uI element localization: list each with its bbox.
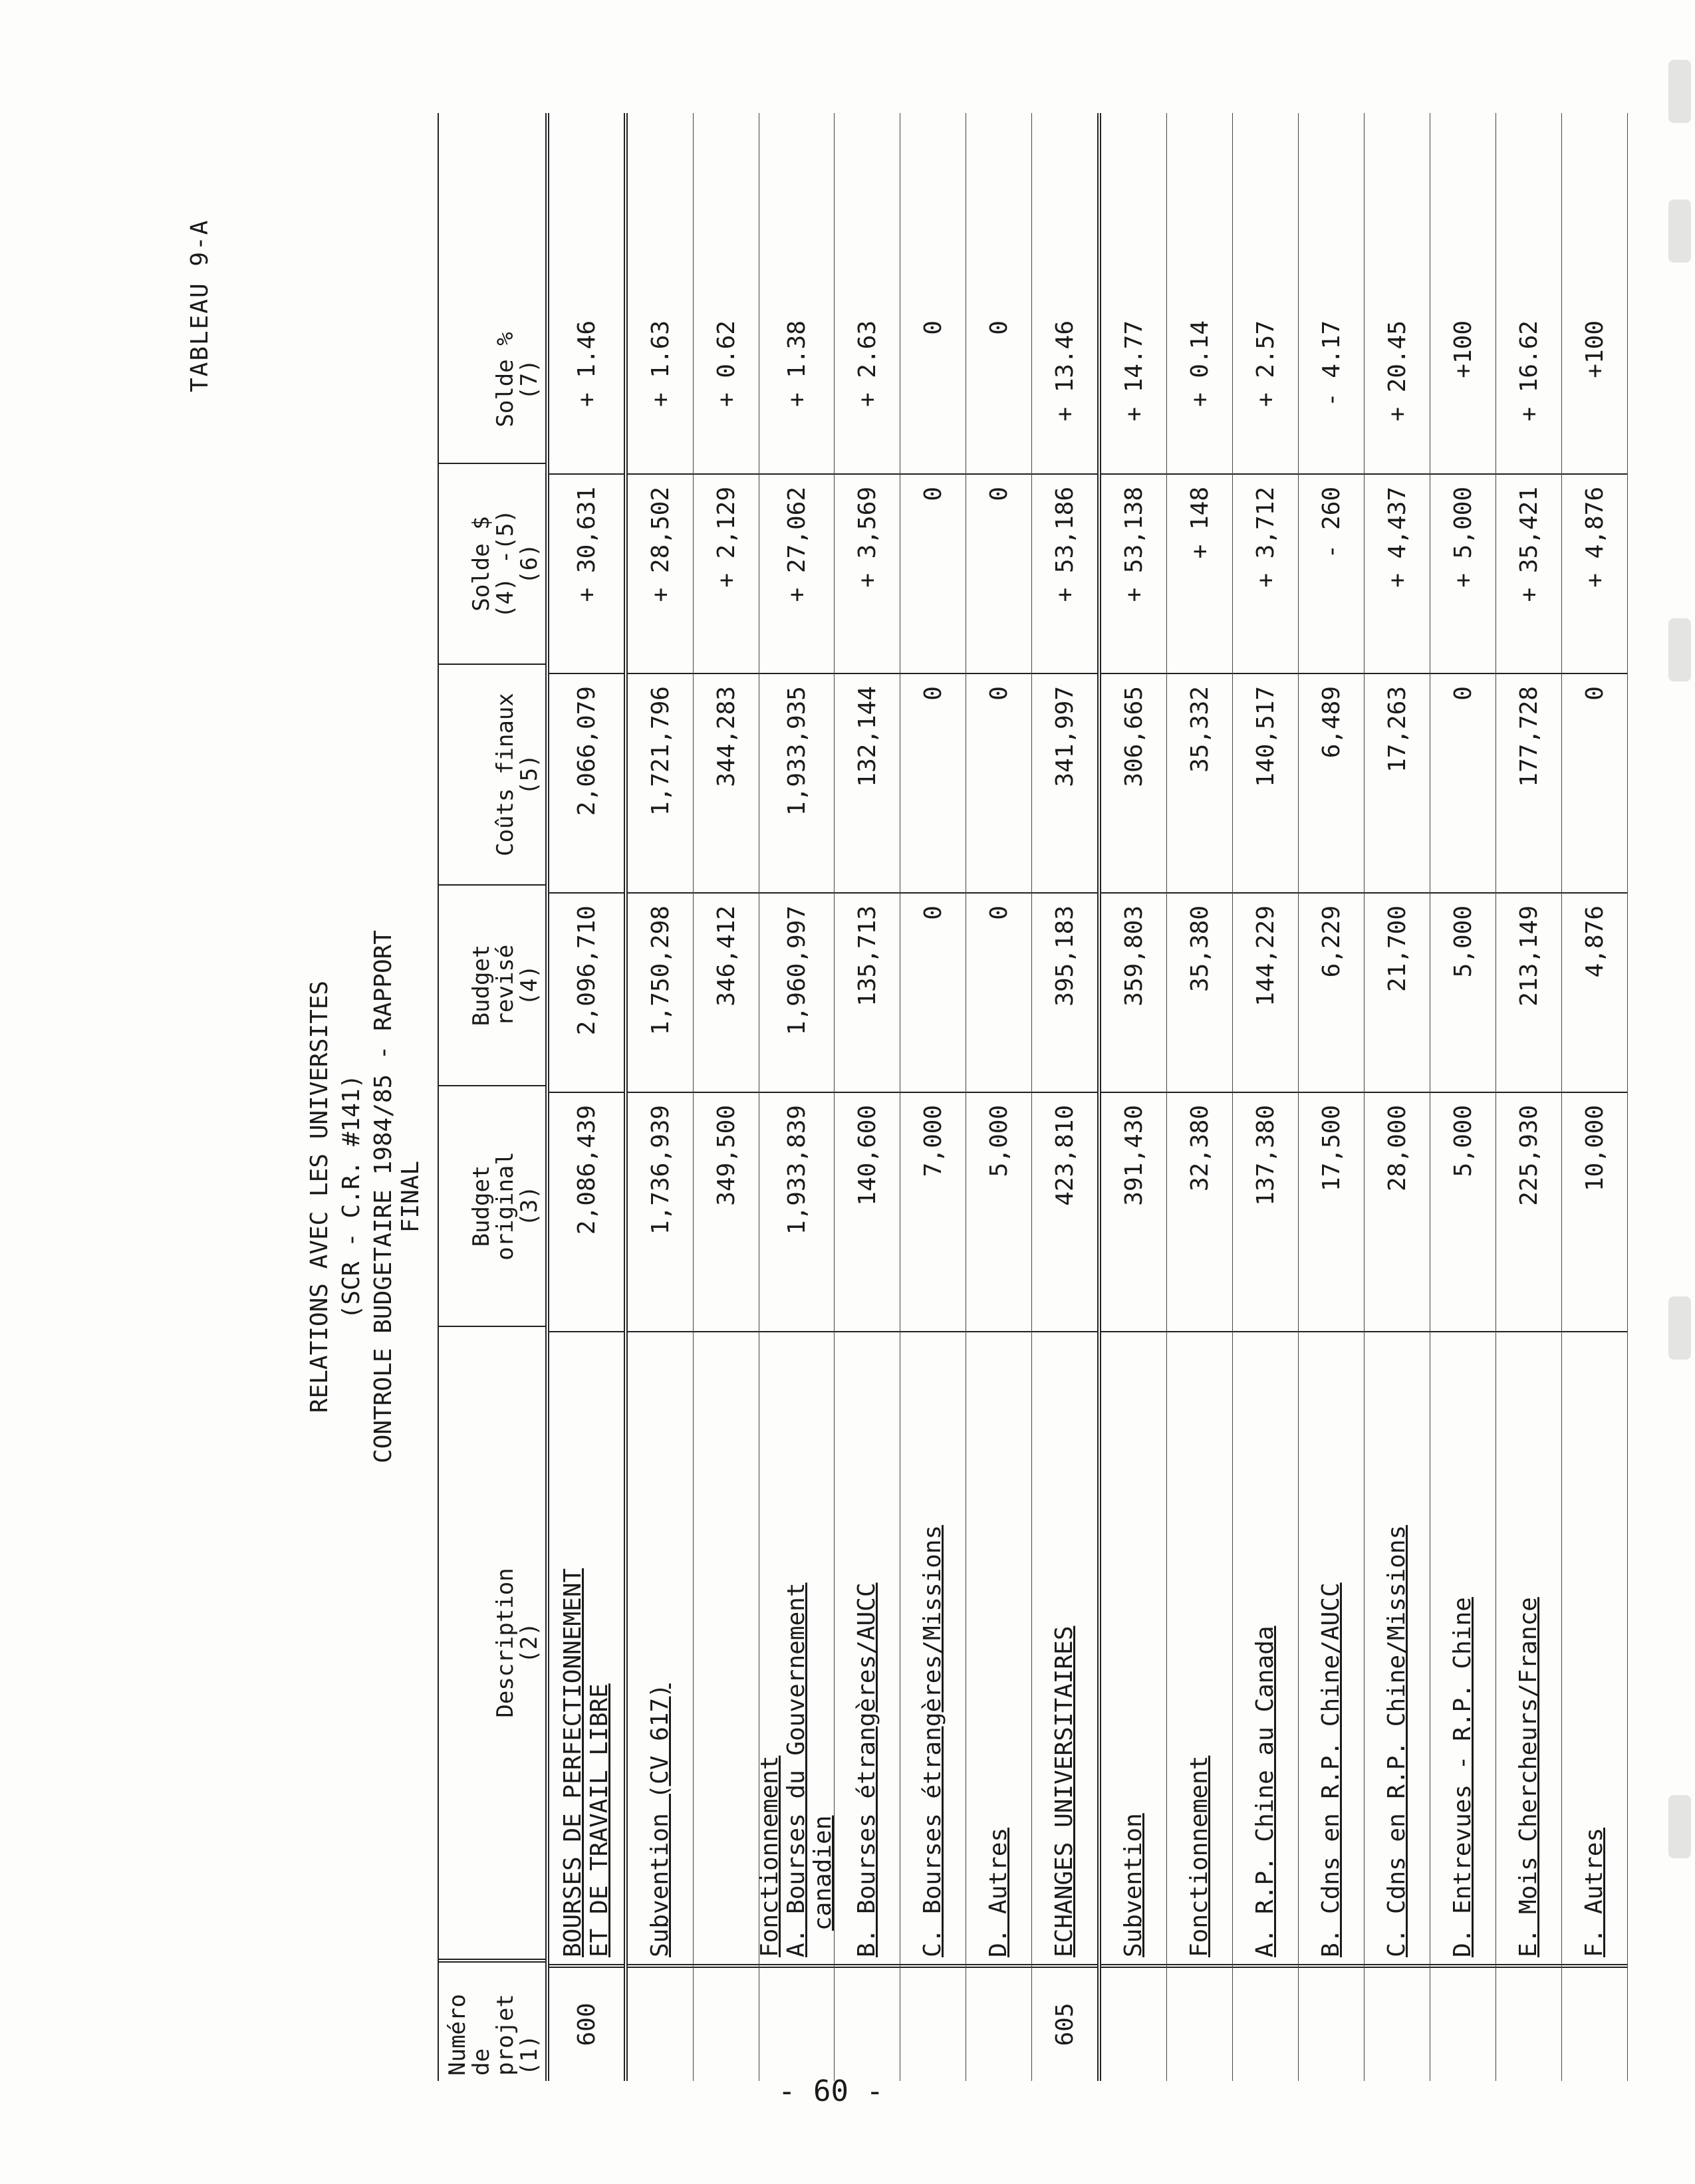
row-description	[628, 1332, 693, 1964]
couts-finaux: 0	[1430, 674, 1496, 894]
table-row	[628, 113, 694, 2081]
row-description	[1101, 1332, 1166, 1964]
solde-pct: + 14.77	[1101, 308, 1166, 475]
budget-original: 140,600	[835, 1093, 900, 1332]
row-description	[549, 1332, 624, 1964]
couts-finaux: 140,517	[1233, 674, 1298, 894]
budget-original: 349,500	[694, 1093, 759, 1332]
header-text: Solde $	[468, 516, 495, 612]
solde-dollars: + 2,129	[694, 475, 759, 674]
project-number	[694, 1964, 759, 2081]
solde-pct: + 2.57	[1233, 308, 1298, 475]
solde-dollars: + 5,000	[1430, 475, 1496, 674]
project-number	[628, 1964, 693, 2081]
description-line: E. Mois Chercheurs/France	[1515, 1597, 1542, 1957]
table-row	[1562, 113, 1628, 2081]
budget-original: 2,086,439	[549, 1093, 624, 1332]
row-description	[1233, 1332, 1298, 1964]
budget-original: 225,930	[1496, 1093, 1561, 1332]
couts-finaux: 341,997	[1032, 674, 1097, 894]
description-line: Fonctionnement	[756, 1755, 783, 1957]
page-number: - 60 -	[778, 2074, 884, 2108]
table-row	[694, 113, 759, 2081]
table-row	[835, 113, 900, 2081]
solde-dollars: + 27,062	[759, 475, 834, 674]
header-text: (2)	[516, 1622, 543, 1663]
project-number: 600	[549, 1964, 624, 2081]
couts-finaux: 132,144	[835, 674, 900, 894]
row-description	[835, 1332, 900, 1964]
description-line: Fonctionnement	[1186, 1755, 1213, 1957]
project-number	[1562, 1964, 1627, 2081]
budget-original: 1,933,839	[759, 1093, 834, 1332]
solde-pct: + 2.63	[835, 308, 900, 475]
description-line: Subvention	[1120, 1813, 1147, 1957]
project-number	[1299, 1964, 1364, 2081]
header-text: revisé	[492, 944, 519, 1027]
header-text: (6)	[516, 543, 543, 584]
budget-revise: 5,000	[1430, 894, 1496, 1093]
row-description	[756, 1332, 837, 1964]
budget-original: 17,500	[1299, 1093, 1364, 1332]
project-number	[1496, 1964, 1561, 2081]
project-number	[966, 1964, 1031, 2081]
budget-revise: 359,803	[1101, 894, 1166, 1093]
solde-pct: + 1.38	[759, 308, 834, 475]
couts-finaux: 177,728	[1496, 674, 1561, 894]
row-description	[694, 1332, 759, 1964]
title-line-1: RELATIONS AVEC LES UNIVERSITES	[306, 980, 333, 1413]
header-couts-finaux	[439, 665, 545, 886]
row-description	[1167, 1332, 1232, 1964]
project-number	[1167, 1964, 1232, 2081]
budget-original: 10,000	[1562, 1093, 1627, 1332]
description-line: B. Cdns en R.P. Chine/AUCC	[1317, 1582, 1345, 1957]
solde-dollars: + 28,502	[628, 475, 693, 674]
solde-pct: + 16.62	[1496, 308, 1561, 475]
description-line: A. R.P. Chine au Canada	[1251, 1626, 1279, 1957]
rotated-page	[173, 100, 1609, 2081]
header-text: de projet	[468, 1994, 519, 2076]
header-text: (4)	[516, 965, 543, 1006]
solde-dollars: + 3,569	[835, 475, 900, 674]
project-number	[1233, 1964, 1298, 2081]
header-budget-revise	[439, 886, 545, 1086]
punch-hole	[1668, 60, 1691, 123]
budget-revise: 6,229	[1299, 894, 1364, 1093]
budget-original: 28,000	[1365, 1093, 1430, 1332]
title-block	[173, 100, 426, 2081]
project-number	[900, 1964, 966, 2081]
header-solde-dollars	[439, 464, 545, 665]
punch-hole	[1668, 1795, 1691, 1858]
couts-finaux: 1,933,935	[759, 674, 834, 894]
solde-pct: 0	[900, 308, 966, 475]
header-text: Solde %	[492, 332, 519, 427]
budget-original: 5,000	[966, 1093, 1031, 1332]
solde-dollars: + 4,876	[1562, 475, 1627, 674]
table-row	[1101, 113, 1167, 2081]
budget-revise: 0	[966, 894, 1031, 1093]
budget-revise: 21,700	[1365, 894, 1430, 1093]
budget-original: 137,380	[1233, 1093, 1298, 1332]
row-description	[1430, 1332, 1496, 1964]
header-budget-original	[439, 1086, 545, 1327]
project-number	[1430, 1964, 1496, 2081]
description-line: F. Autres	[1581, 1827, 1608, 1957]
header-text: (7)	[516, 359, 543, 400]
table-row	[756, 113, 837, 2081]
budget-revise: 0	[900, 894, 966, 1093]
row-description	[900, 1332, 966, 1964]
budget-revise: 213,149	[1496, 894, 1561, 1093]
header-text: Numéro	[444, 1994, 471, 2076]
header-text: (5)	[516, 754, 543, 795]
description-line: B. Bourses étrangères/AUCC	[853, 1582, 880, 1957]
couts-finaux: 0	[966, 674, 1031, 894]
header-solde-pct	[439, 297, 545, 464]
budget-revise: 1,960,997	[759, 894, 834, 1093]
header-text: (4) -(5)	[492, 509, 519, 618]
budget-revise: 144,229	[1233, 894, 1298, 1093]
description-line: ECHANGES UNIVERSITAIRES	[1051, 1626, 1078, 1957]
table-row	[1299, 113, 1365, 2081]
row-description	[966, 1332, 1031, 1964]
solde-dollars: + 35,421	[1496, 475, 1561, 674]
row-description	[1299, 1332, 1364, 1964]
punch-hole	[1668, 618, 1691, 681]
budget-original: 423,810	[1032, 1093, 1097, 1332]
description-line: D. Autres	[985, 1827, 1012, 1957]
solde-pct: + 1.63	[628, 308, 693, 475]
solde-pct: - 4.17	[1299, 308, 1364, 475]
project-number	[1365, 1964, 1430, 2081]
title-line-3: CONTROLE BUDGETAIRE 1984/85 - RAPPORT FINAL	[370, 930, 424, 1463]
couts-finaux: 0	[900, 674, 966, 894]
description-line: ET DE TRAVAIL LIBRE	[586, 1683, 613, 1957]
table-row	[1167, 113, 1233, 2081]
header-description	[439, 1327, 545, 1959]
solde-pct: + 0.62	[694, 308, 759, 475]
solde-dollars: + 30,631	[549, 475, 624, 674]
solde-dollars: - 260	[1299, 475, 1364, 674]
table-row	[1430, 113, 1496, 2081]
table-row	[1233, 113, 1299, 2081]
table-row	[1365, 113, 1430, 2081]
solde-dollars: + 3,712	[1233, 475, 1298, 674]
couts-finaux: 344,283	[694, 674, 759, 894]
description-line: BOURSES DE PERFECTIONNEMENT	[559, 1568, 587, 1957]
budget-table	[438, 113, 1628, 2081]
table-row	[900, 113, 966, 2081]
solde-dollars: + 53,186	[1032, 475, 1097, 674]
table-row	[549, 113, 628, 2081]
budget-revise: 4,876	[1562, 894, 1627, 1093]
budget-original: 391,430	[1101, 1093, 1166, 1332]
punch-hole	[1668, 1296, 1691, 1360]
row-description	[1032, 1332, 1097, 1964]
row-description	[1562, 1332, 1627, 1964]
table-header	[438, 113, 549, 2081]
solde-dollars: + 148	[1167, 475, 1232, 674]
budget-revise: 35,380	[1167, 894, 1232, 1093]
budget-revise: 1,750,298	[628, 894, 693, 1093]
solde-pct: + 0.14	[1167, 308, 1232, 475]
description-line: D. Entrevues - R.P. Chine	[1449, 1597, 1476, 1957]
project-number	[835, 1964, 900, 2081]
table-row	[1032, 113, 1101, 2081]
punch-hole	[1668, 199, 1691, 263]
header-text: Budget	[468, 944, 495, 1027]
table-row	[966, 113, 1032, 2081]
description-line: Subvention (CV 617)	[646, 1683, 674, 1957]
header-text: (3)	[516, 1185, 543, 1227]
budget-revise: 395,183	[1032, 894, 1097, 1093]
budget-revise: 346,412	[694, 894, 759, 1093]
description-line: A. Bourses du Gouvernement	[783, 1582, 810, 1957]
couts-finaux: 35,332	[1167, 674, 1232, 894]
project-number: 605	[1032, 1964, 1097, 2081]
header-text: original	[492, 1152, 519, 1261]
solde-pct: +100	[1430, 308, 1496, 475]
solde-pct: +100	[1562, 308, 1627, 475]
row-description	[1365, 1332, 1430, 1964]
solde-pct: + 1.46	[549, 308, 624, 475]
budget-revise: 2,096,710	[549, 894, 624, 1093]
solde-pct: + 20.45	[1365, 308, 1430, 475]
table-label: TABLEAU 9-A	[186, 219, 213, 392]
budget-original: 1,736,939	[628, 1093, 693, 1332]
solde-dollars: 0	[900, 475, 966, 674]
solde-dollars: 0	[966, 475, 1031, 674]
project-number	[759, 1964, 834, 2081]
budget-original: 7,000	[900, 1093, 966, 1332]
header-text: Budget	[468, 1165, 495, 1247]
solde-dollars: + 53,138	[1101, 475, 1166, 674]
title-line-2: (SCR - C.R. #141)	[338, 1074, 365, 1320]
couts-finaux: 306,665	[1101, 674, 1166, 894]
couts-finaux: 2,066,079	[549, 674, 624, 894]
project-number	[1101, 1964, 1166, 2081]
header-text: Description	[492, 1568, 519, 1718]
header-text: Coûts finaux	[492, 693, 519, 856]
budget-revise: 135,713	[835, 894, 900, 1093]
solde-dollars: + 4,437	[1365, 475, 1430, 674]
couts-finaux: 6,489	[1299, 674, 1364, 894]
table-body	[549, 113, 1628, 2081]
couts-finaux: 0	[1562, 674, 1627, 894]
solde-pct: 0	[966, 308, 1031, 475]
solde-pct: + 13.46	[1032, 308, 1097, 475]
table-row	[1496, 113, 1562, 2081]
header-project	[439, 1959, 545, 2081]
couts-finaux: 17,263	[1365, 674, 1430, 894]
budget-original: 5,000	[1430, 1093, 1496, 1332]
description-line: canadien	[809, 1815, 837, 1931]
description-line: C. Cdns en R.P. Chine/Missions	[1383, 1524, 1410, 1957]
header-text: (1)	[516, 2034, 543, 2076]
row-description	[1496, 1332, 1561, 1964]
budget-original: 32,380	[1167, 1093, 1232, 1332]
couts-finaux: 1,721,796	[628, 674, 693, 894]
description-line: C. Bourses étrangères/Missions	[919, 1524, 946, 1957]
